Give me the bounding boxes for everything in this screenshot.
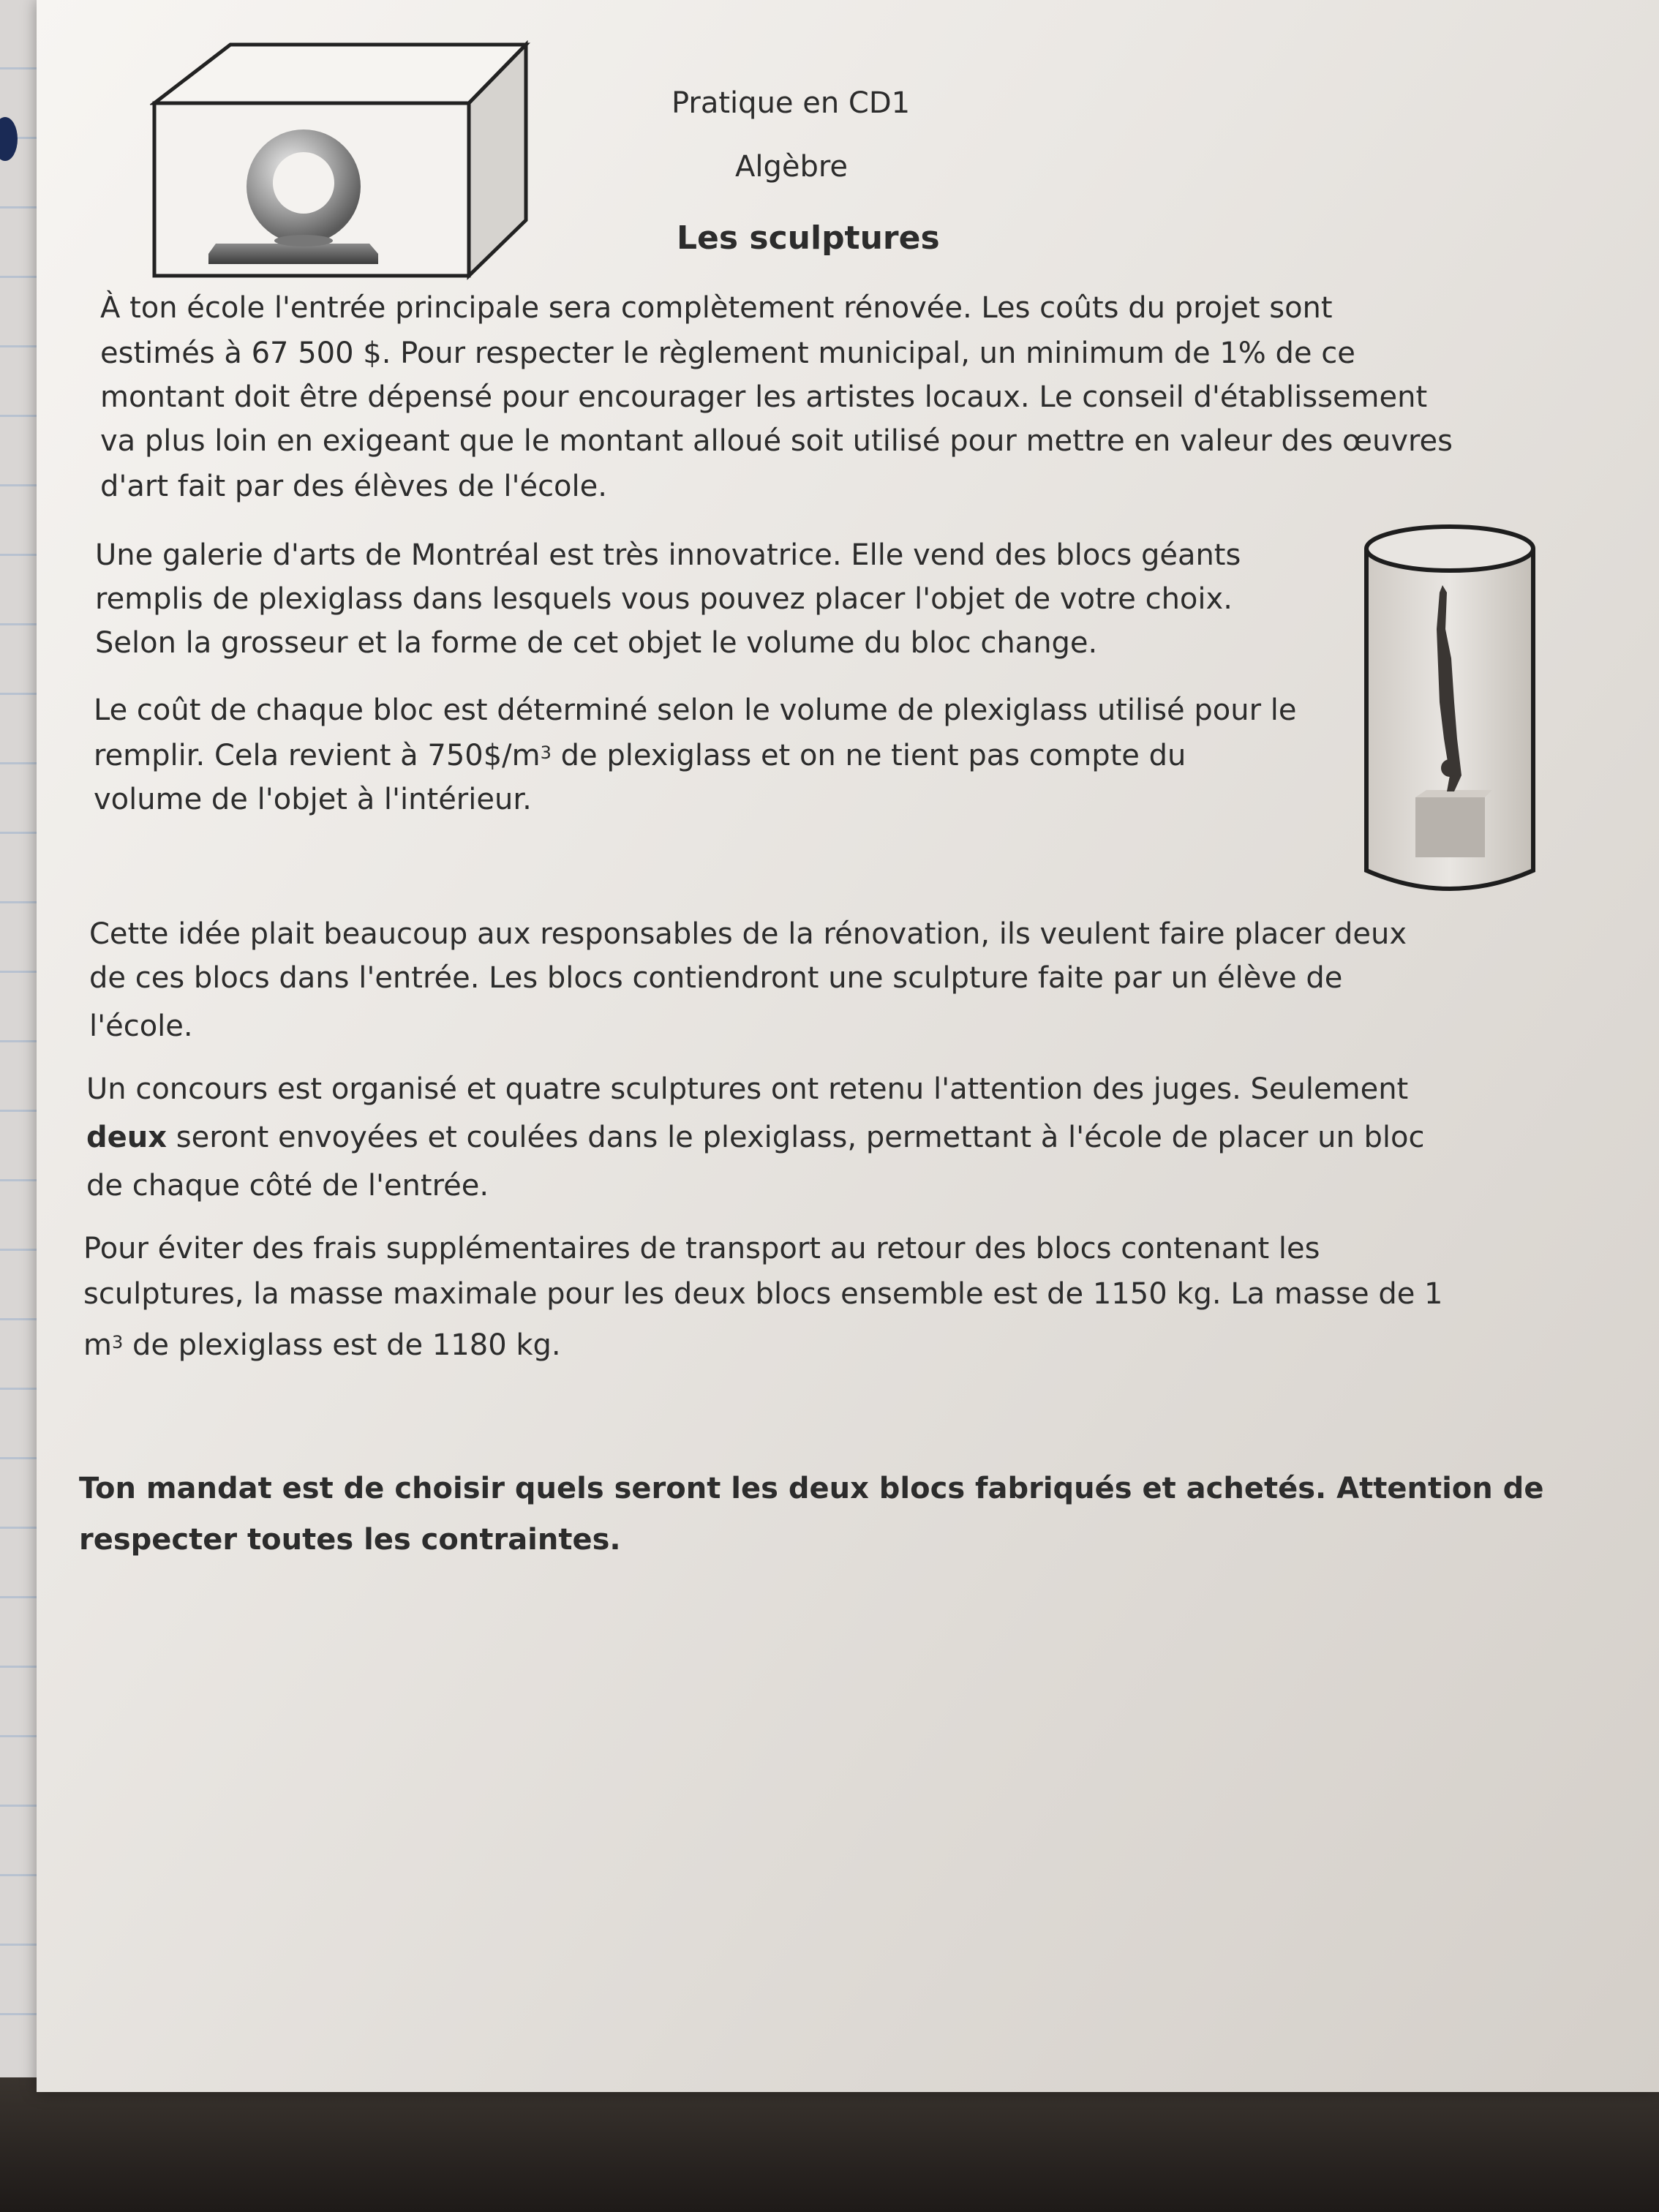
paragraph-1-line-2: estimés à 67 500 $. Pour respecter le règlement municipal, un minimum de 1% de ce [100,336,1355,370]
paragraph-6-line-3-end: de plexiglass est de 1180 kg. [123,1328,561,1362]
paragraph-1-line-3: montant doit être dépensé pour encourager les artistes locaux. Le conseil d'établissement [100,380,1428,414]
paragraph-3-line-2-end: de plexiglass et on ne tient pas compte du [551,739,1186,772]
paragraph-6-line-3-start: m [83,1328,112,1362]
binder-hole [0,117,18,161]
paragraph-3-line-2 [94,733,1186,778]
page-title: Les sculptures [677,219,940,257]
cylinder-sculpture-illustration [1361,519,1543,900]
paragraph-3-line-3: volume de l'objet à l'intérieur. [94,783,532,816]
mandate-line-1: Ton mandat est de choisir quels seront les deux blocs fabriqués et achetés. Attention de [79,1472,1544,1505]
paragraph-2-line-1: Une galerie d'arts de Montréal est très innovatrice. Elle vend des blocs géants [95,538,1241,572]
paragraph-6-line-3 [83,1323,561,1368]
background-surface [0,2077,1659,2212]
paragraph-1-line-1: À ton école l'entrée principale sera complètement rénovée. Les coûts du projet sont [100,291,1333,325]
paragraph-5-line-1: Un concours est organisé et quatre sculptures ont retenu l'attention des juges. Seulement [86,1072,1409,1106]
paragraph-2-line-2: remplis de plexiglass dans lesquels vous pouvez placer l'objet de votre choix. [95,582,1233,616]
subject-label: Algèbre [735,150,849,184]
practice-label: Pratique en CD1 [672,86,911,120]
emphasis-deux: deux [86,1121,168,1154]
paragraph-1-line-5: d'art fait par des élèves de l'école. [100,470,607,503]
mandate-line-2: respecter toutes les contraintes. [79,1523,621,1557]
paragraph-5-line-2-rest: seront envoyées et coulées dans le plexiglass, permettant à l'école de placer un bloc [167,1121,1425,1154]
paragraph-1-line-4: va plus loin en exigeant que le montant alloué soit utilisé pour mettre en valeur des œuvres [100,424,1453,458]
paragraph-6-line-2: sculptures, la masse maximale pour les deux blocs ensemble est de 1150 kg. La masse de 1 [83,1277,1443,1311]
paragraph-3-line-1: Le coût de chaque bloc est déterminé selon le volume de plexiglass utilisé pour le [94,693,1297,727]
box-sculpture-illustration [150,40,545,282]
cubic-exponent: 3 [540,742,552,763]
paragraph-6-line-1: Pour éviter des frais supplémentaires de transport au retour des blocs contenant les [83,1232,1320,1265]
paragraph-4-line-3: l'école. [89,1009,193,1043]
paragraph-2-line-3: Selon la grosseur et la forme de cet objet le volume du bloc change. [95,626,1098,660]
paragraph-3-line-2-start: remplir. Cela revient à 750$/m [94,739,541,772]
paragraph-5-line-2 [86,1115,1425,1160]
paragraph-4-line-2: de ces blocs dans l'entrée. Les blocs contiendront une sculpture faite par un élève de [89,961,1343,995]
paragraph-4-line-1: Cette idée plait beaucoup aux responsables de la rénovation, ils veulent faire placer deux [89,917,1407,951]
paragraph-5-line-3: de chaque côté de l'entrée. [86,1169,489,1203]
cubic-exponent: 3 [111,1332,124,1353]
